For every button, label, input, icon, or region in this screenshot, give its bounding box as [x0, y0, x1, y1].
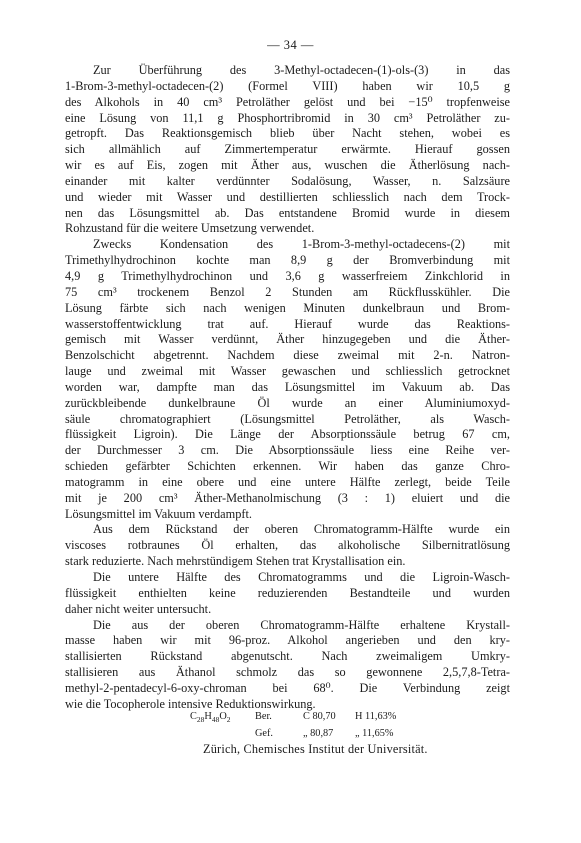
text-line: flüssigkeit Ligroin). Die Länge der Absorptionssäule betrug 67 cm, — [65, 427, 510, 442]
text-line: lauge und zweimal mit Wasser gewaschen und schliesslich getrocknet — [65, 364, 510, 379]
text-line: 4,9 g Trimethylhydrochinon und 3,6 g wasserfreiem Zinkchlorid in — [65, 268, 510, 283]
analysis-hydrogen: H 11,63% — [355, 711, 397, 722]
text-line: matogramm in eine obere und eine untere Hälfte zerlegt, beide Teile — [65, 474, 510, 489]
analysis-row-found — [190, 727, 415, 741]
analysis-label: Ber. — [255, 711, 272, 722]
molecular-formula: $C_{28}H_{48}O_2$ — [190, 711, 231, 725]
text-line: Die untere Hälfte des Chromatogramms und die Ligroin-Wasch- — [93, 570, 510, 584]
text-line: Zwecks Kondensation des 1-Brom-3-methyl-octadecens-(2) mit — [93, 237, 510, 252]
text-line: flüssigkeit enthielten keine reduzierenden Bestandteile und wurden — [65, 585, 510, 600]
text-line: einander mit kalter verdünnter Sodalösung, Wasser, n. Salzsäure — [65, 173, 510, 188]
text-line: Benzolschicht abgetrennt. Nachdem diese zweimal mit 2-n. Natron- — [65, 348, 510, 363]
text-line: worden war, dampfte man das Lösungsmittel im Vakuum ab. Das — [65, 379, 510, 394]
institution-signature: Zürich, Chemisches Institut der Universität. — [203, 742, 428, 756]
text-line: nen das Lösungsmittel ab. Das entstandene Bromid wurde in diesem — [65, 205, 510, 220]
text-line: daher nicht weiter untersucht. — [65, 601, 212, 616]
text-line: zurückbleibende dunkelbraune Öl wurde an einer Aluminiumoxyd- — [65, 395, 510, 410]
text-line: Rohzustand für die weitere Umsetzung verwendet. — [65, 221, 315, 236]
text-line: Die aus der oberen Chromatogramm-Hälfte erhaltene Krystall- — [93, 617, 510, 632]
text-line: Aus dem Rückstand der oberen Chromatogramm-Hälfte wurde ein — [93, 522, 510, 537]
text-line: stallisierten Rückstand abgenutscht. Nach zweimaligem Umkry- — [65, 649, 510, 664]
text-line: Zur Überführung des 3-Methyl-octadecen-(1)-ols-(3) in das — [93, 63, 510, 77]
text-line: gemisch mit Wasser verdünnt, Äther hinzugegeben und die Äther- — [65, 332, 510, 347]
text-line: masse haben wir mit 96-proz. Alkohol angerieben und den kry- — [65, 633, 510, 648]
elemental-analysis — [190, 710, 415, 740]
text-line: Lösungsmittel im Vakuum verdampft. — [65, 506, 252, 521]
text-line: der Durchmesser 3 cm. Die Absorptionssäule liess eine Reihe ver- — [65, 443, 510, 458]
text-line: schieden gefärbter Schichten erkennen. Wir haben das ganze Chro- — [65, 459, 510, 474]
text-line: 1-Brom-3-methyl-octadecen-(2) (Formel VIII) haben wir 10,5 g — [65, 78, 510, 93]
text-line: des Alkohols in 40 cm³ Petroläther gelöst und bei −15⁰ tropfenweise — [65, 94, 510, 109]
analysis-carbon: C 80,70 — [303, 711, 336, 722]
text-line: wasserstoffentwicklung trat auf. Hierauf wurde das Reaktions- — [65, 316, 510, 331]
text-line: wie die Tocopherole intensive Reduktionswirkung. — [65, 696, 316, 711]
text-line: und wieder mit Wasser und destillierten schliesslich nach dem Trock- — [65, 189, 510, 204]
text-line: methyl-2-pentadecyl-6-oxy-chroman bei 68⁰. Die Verbindung zeigt — [65, 680, 510, 695]
analysis-row-calculated — [190, 710, 415, 727]
analysis-label: Gef. — [255, 727, 274, 739]
text-line: wir es auf Eis, zogen mit Äther aus, wuschen die Ätherlösung nach- — [65, 158, 510, 173]
text-line: mit je 200 cm³ Äther-Methanolmischung (3 : 1) eluiert und die — [65, 490, 510, 505]
text-line: eine Lösung von 11,1 g Phosphortribromid in 30 cm³ Petroläther zu- — [65, 110, 510, 125]
text-line: Lösung färbte sich nach wenigen Minuten dunkelbraun und Brom- — [65, 300, 510, 315]
text-line: viscoses rotbraunes Öl erhalten, das alkoholische Silbernitratlösung — [65, 538, 510, 553]
text-line: stark reduzierte. Nach mehrstündigem Stehen trat Krystallisation ein. — [65, 554, 406, 569]
page-number: — 34 — — [267, 38, 314, 52]
text-line: Trimethylhydrochinon kochte man 8,9 g der Bromverbindung mit — [65, 253, 510, 268]
text-line: 75 cm³ trockenem Benzol 2 Stunden am Rückflusskühler. Die — [65, 284, 510, 299]
text-line: sich allmählich auf Zimmertemperatur erwärmte. Hierauf gossen — [65, 142, 510, 157]
body-text — [65, 63, 510, 713]
text-line: stallisieren aus Äthanol schmolz das so gewonnene 2,5,7,8-Tetra- — [65, 665, 510, 680]
analysis-hydrogen: „ 11,65% — [355, 727, 394, 739]
text-line: getropft. Das Reaktionsgemisch blieb über Nacht stehen, wobei es — [65, 126, 510, 141]
text-line: säule chromatographiert (Lösungsmittel Petroläther, als Wasch- — [65, 411, 510, 426]
analysis-carbon: „ 80,87 — [303, 727, 334, 739]
